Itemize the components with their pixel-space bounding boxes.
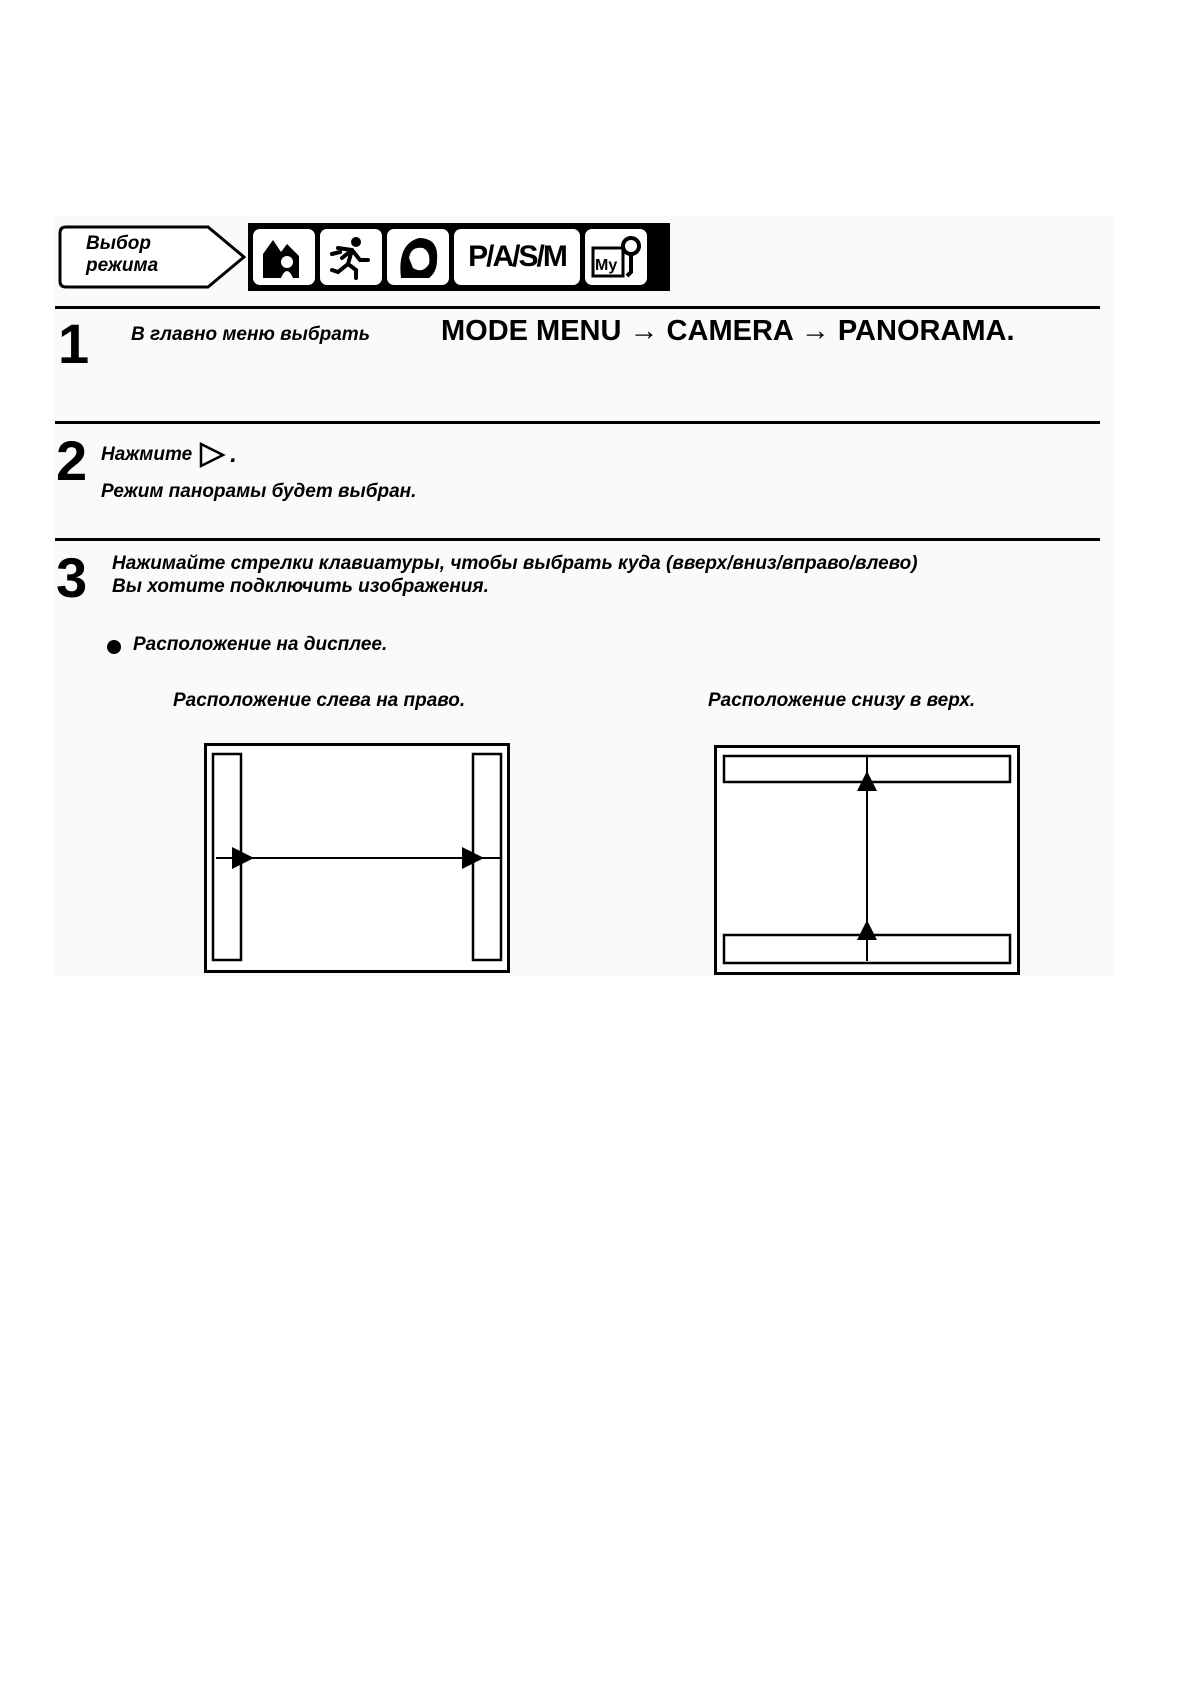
step2-press-suffix: .	[230, 441, 237, 468]
mode-icon-strip	[248, 223, 670, 291]
divider	[55, 421, 1100, 424]
step1-number: 1	[58, 312, 90, 375]
bullet-icon	[107, 640, 121, 654]
diagram-bottom-to-top	[714, 745, 1020, 975]
step3-bullet-text: Расположение на дисплее.	[133, 634, 388, 655]
step3-number: 3	[56, 546, 88, 609]
divider	[55, 306, 1100, 309]
pasm-icon	[454, 229, 580, 285]
step1-instruction: В главно меню выбрать	[131, 324, 370, 345]
portrait-icon	[387, 229, 449, 285]
mode-label-line1: Выбор	[86, 233, 151, 254]
sport-icon	[320, 229, 382, 285]
step2-press-text: Нажмите	[101, 444, 193, 465]
svg-text:My: My	[595, 257, 618, 274]
pasm-label: P/A/S/M	[468, 240, 566, 273]
mode-selector-tag	[58, 225, 246, 289]
mode-label-line2: режима	[86, 255, 159, 276]
caption-bottom-to-top: Расположение снизу в верх.	[708, 690, 976, 711]
diagram-left-to-right	[204, 743, 510, 973]
divider	[55, 538, 1100, 541]
step2-number: 2	[56, 429, 88, 492]
mode-selector-label	[86, 233, 158, 277]
right-arrow-icon	[198, 441, 226, 469]
step2-press-line	[101, 441, 237, 469]
step2-result: Режим панорамы будет выбран.	[101, 481, 417, 502]
step1-menu-path: MODE MENU → CAMERA → PANORAMA.	[441, 315, 1015, 347]
step3-line2: Вы хотите подключить изображения.	[112, 576, 489, 597]
landscape-icon	[253, 229, 315, 285]
step3-line1: Нажимайте стрелки клавиатуры, чтобы выбрать куда (вверх/вниз/вправо/влево)	[112, 553, 918, 574]
my-mode-icon	[585, 229, 647, 285]
caption-left-to-right: Расположение слева на право.	[173, 690, 466, 711]
